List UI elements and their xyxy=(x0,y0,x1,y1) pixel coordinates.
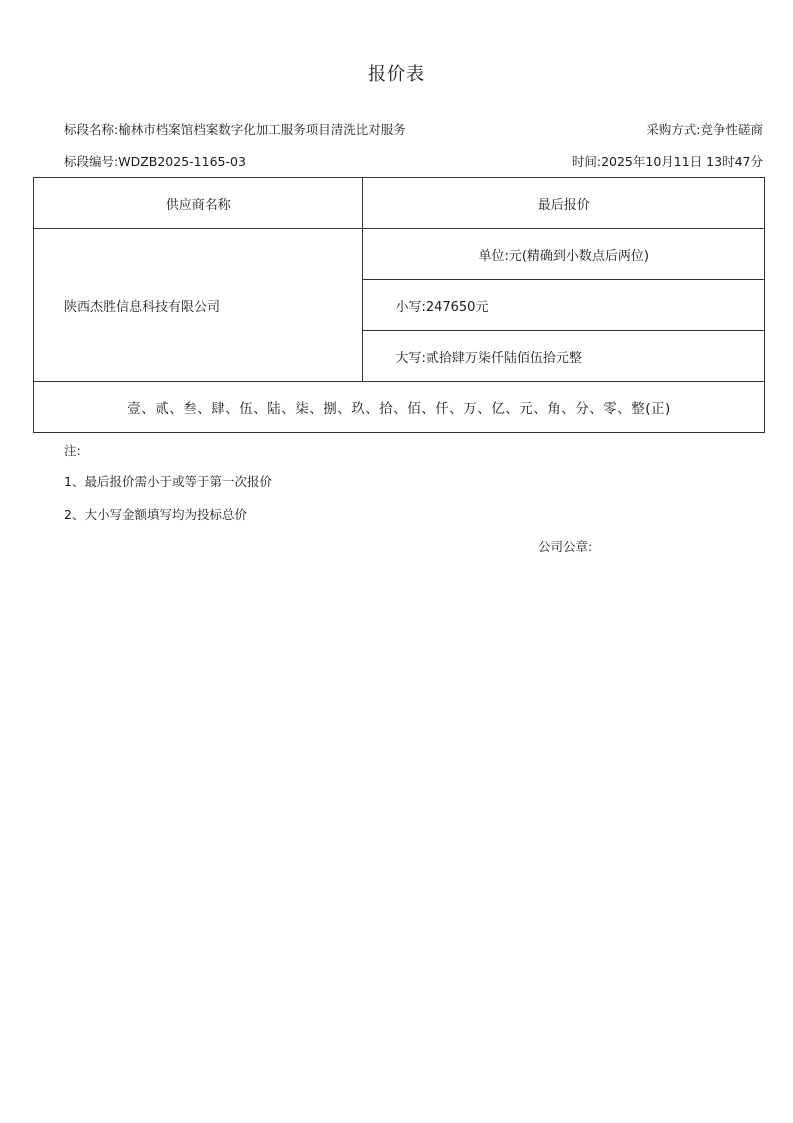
unit-label: 单位: xyxy=(478,248,509,264)
uppercase-label: 大写: xyxy=(395,350,426,366)
company-seal-label: 公司公章: xyxy=(538,539,593,554)
notes-heading: 注: xyxy=(64,443,81,458)
section-number xyxy=(64,152,246,170)
quotation-table xyxy=(33,177,765,433)
procurement-method-value: 竞争性磋商 xyxy=(700,122,763,137)
section-number-value: WDZB2025-1165-03 xyxy=(118,154,246,169)
unit-value: 元(精确到小数点后两位) xyxy=(508,248,649,264)
price-column-header: 最后报价 xyxy=(363,178,765,229)
uppercase-amount-cell xyxy=(363,331,765,382)
numerals-reference: 壹、贰、叁、肆、伍、陆、柒、捌、玖、拾、佰、仟、万、亿、元、角、分、零、整(正) xyxy=(34,382,765,433)
procurement-method-label: 采购方式: xyxy=(646,122,701,137)
section-name xyxy=(64,120,406,138)
lowercase-amount-cell xyxy=(363,280,765,331)
quote-time xyxy=(572,152,763,170)
uppercase-amount: 贰拾肆万柒仟陆佰伍拾元整 xyxy=(425,350,582,366)
note-item: 2、大小写金额填写均为投标总价 xyxy=(64,507,247,522)
section-number-label: 标段编号: xyxy=(64,154,119,169)
table-row xyxy=(34,382,765,433)
lowercase-amount: 247650元 xyxy=(425,299,489,315)
note-item: 1、最后报价需小于或等于第一次报价 xyxy=(64,474,272,489)
section-name-value: 榆林市档案馆档案数字化加工服务项目清洗比对服务 xyxy=(118,122,406,137)
section-name-label: 标段名称: xyxy=(64,122,119,137)
table-row xyxy=(34,229,765,280)
procurement-method xyxy=(646,120,763,138)
page-title: 报价表 xyxy=(368,64,425,85)
quote-time-label: 时间: xyxy=(571,154,602,169)
supplier-name: 陕西杰胜信息科技有限公司 xyxy=(34,229,363,382)
supplier-column-header: 供应商名称 xyxy=(34,178,363,229)
table-header-row xyxy=(34,178,765,229)
unit-cell xyxy=(363,229,765,280)
lowercase-label: 小写: xyxy=(395,299,426,315)
quote-time-value: 2025年10月11日 13时47分 xyxy=(601,154,763,169)
